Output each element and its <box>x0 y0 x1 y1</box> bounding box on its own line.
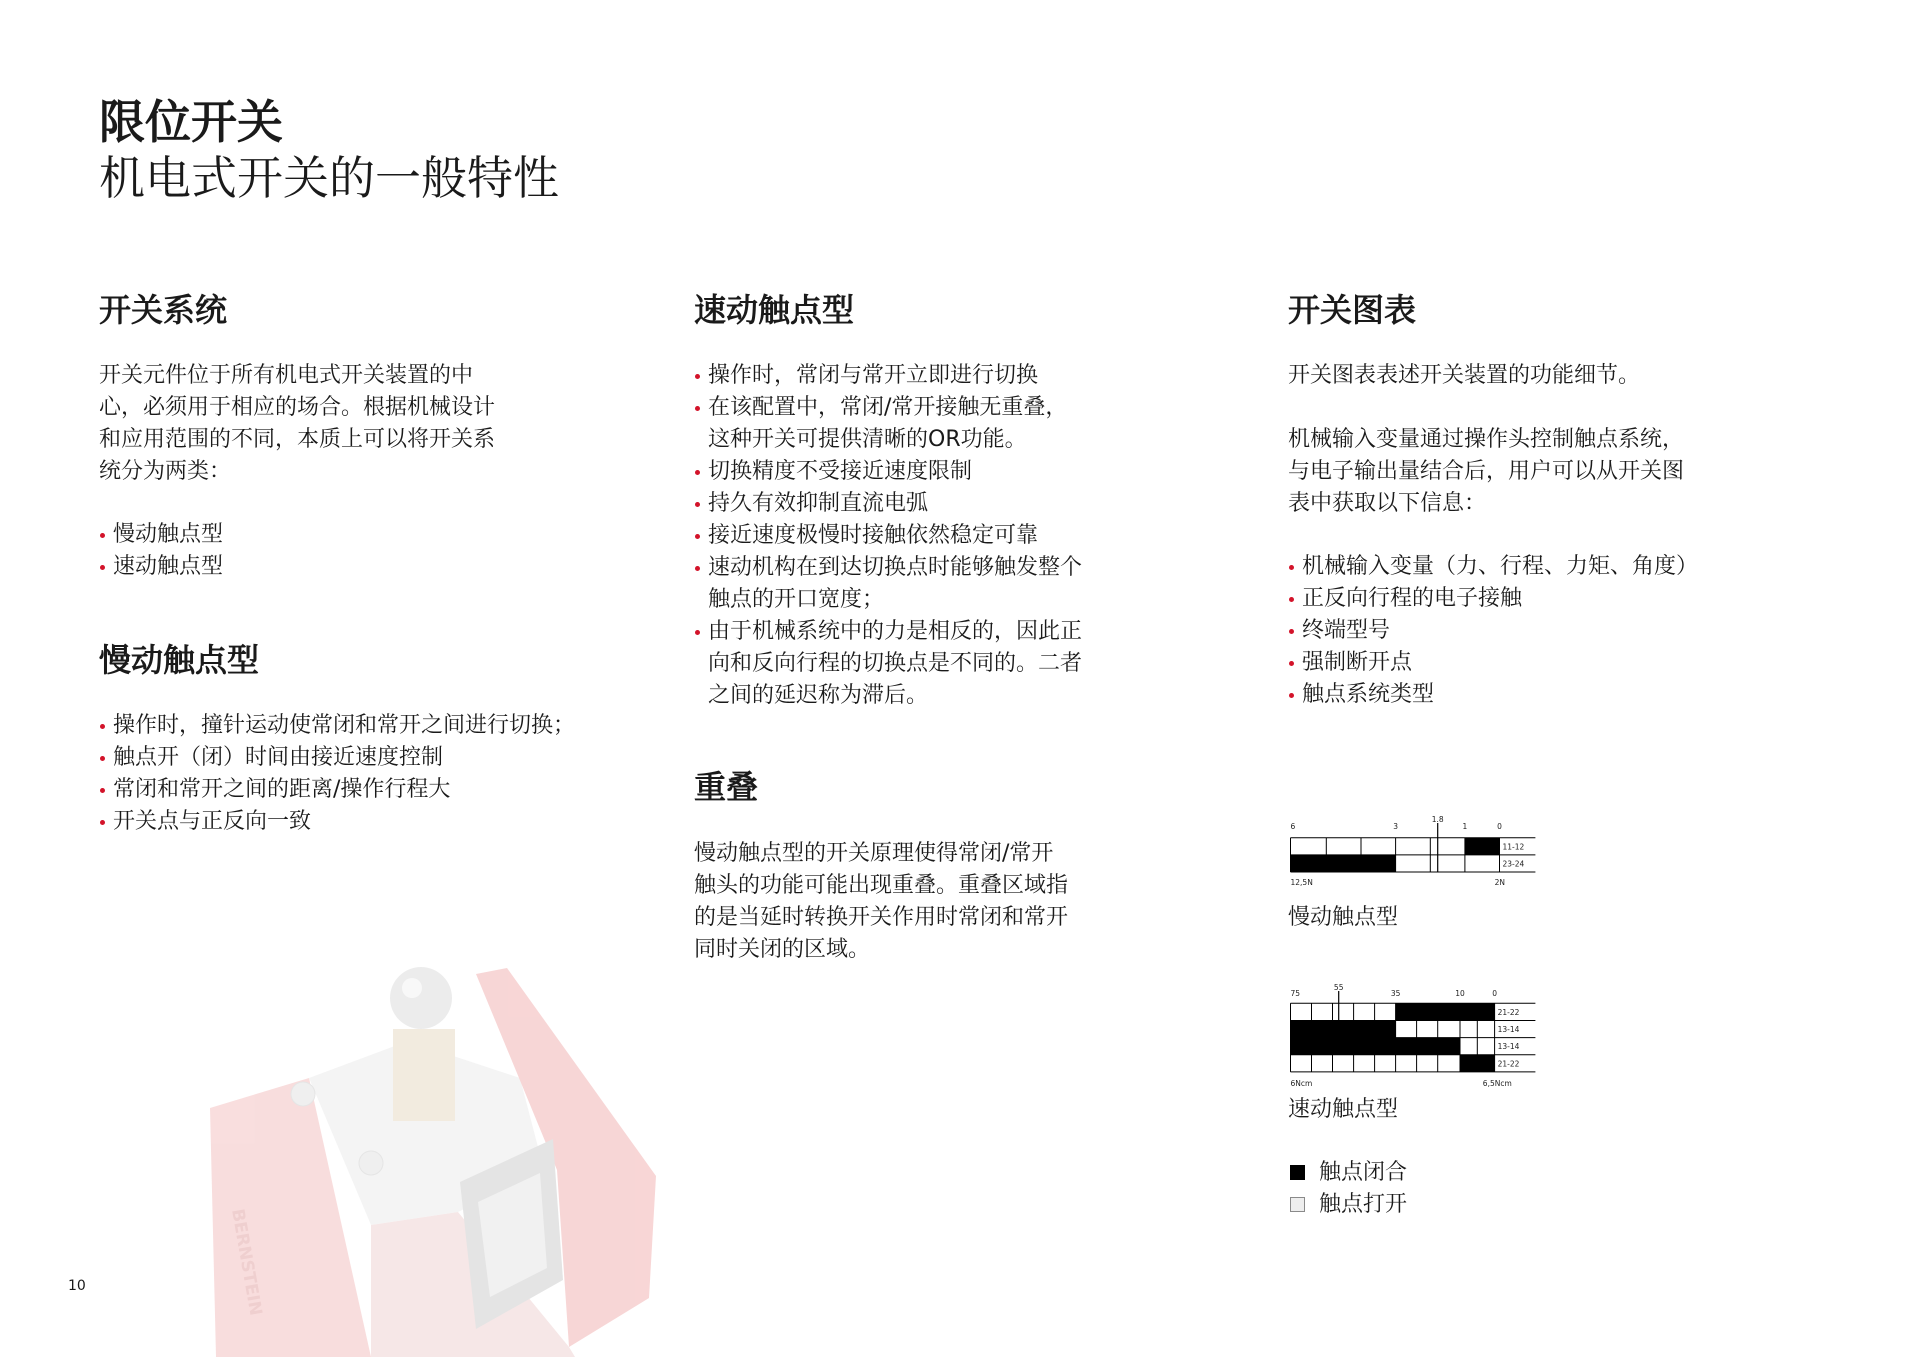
list-item-text: 正反向行程的电子接触 <box>1302 586 1523 611</box>
bullet-marker <box>695 566 700 571</box>
section-heading-switching-diagram: 开关图表 <box>1288 291 1417 329</box>
list-item <box>694 520 1082 552</box>
open-square-icon <box>1290 1197 1305 1212</box>
title-main: 限位开关 <box>99 95 283 149</box>
list-item-text: 开关点与正反向一致 <box>113 809 312 834</box>
bullet-marker <box>100 788 105 793</box>
list-item-text: 强制断开点 <box>1302 650 1413 675</box>
slow-action-list <box>99 710 575 838</box>
paragraph-line: 同时关闭的区域。 <box>694 937 871 962</box>
switching-diagram-paragraph <box>1288 424 1684 520</box>
list-item-text: 常闭和常开之间的距离/操作行程大 <box>113 777 451 802</box>
bullet-marker <box>695 534 700 539</box>
list-item-text: 速动机构在到达切换点时能够触发整个 <box>708 555 1083 580</box>
page-title <box>99 94 559 206</box>
paragraph-line: 表中获取以下信息： <box>1288 491 1487 516</box>
slow-action-switching-diagram <box>1288 812 1538 890</box>
bullet-marker <box>1289 597 1294 602</box>
list-item-text: 接近速度极慢时接触依然稳定可靠 <box>708 523 1039 548</box>
legend-label: 触点闭合 <box>1319 1160 1408 1185</box>
tick-label: 75 <box>1290 989 1301 998</box>
list-item-text: 操作时，撞针运动使常闭和常开之间进行切换； <box>113 713 576 738</box>
tick-label: 55 <box>1333 983 1344 992</box>
bullet-marker <box>695 374 700 379</box>
list-item <box>694 616 1082 712</box>
paragraph-line: 触头的功能可能出现重叠。重叠区域指 <box>694 873 1069 898</box>
legend-label: 触点打开 <box>1319 1192 1408 1217</box>
roller-plunger <box>390 967 452 1029</box>
bullet-marker <box>100 533 105 538</box>
paragraph-line: 心，必须用于相应的场合。根据机械设计 <box>99 395 496 420</box>
screw-icon <box>291 1082 315 1106</box>
roller-highlight <box>402 978 422 998</box>
list-item <box>99 742 575 774</box>
list-item <box>1288 615 1698 647</box>
section-heading-snap-action: 速动触点型 <box>694 291 855 329</box>
screw-icon <box>359 1151 383 1175</box>
list-item <box>694 360 1082 392</box>
list-item-text: 速动触点型 <box>113 554 224 579</box>
filled-square-icon <box>1290 1165 1305 1180</box>
switching-diagram-intro: 开关图表表述开关装置的功能细节。 <box>1288 363 1641 388</box>
list-item-text: 触点的开口宽度； <box>708 587 885 612</box>
overlap-paragraph <box>694 838 1068 966</box>
bullet-marker <box>100 565 105 570</box>
paragraph-line: 统分为两类： <box>99 459 232 484</box>
terminal-label: 13-14 <box>1497 1025 1520 1035</box>
list-item <box>1288 551 1698 583</box>
list-item <box>694 552 1082 616</box>
contact-closed-segment <box>1396 1003 1495 1020</box>
snap-action-list <box>694 360 1082 712</box>
tick-label: 35 <box>1390 989 1401 998</box>
list-item <box>99 710 575 742</box>
list-item-text: 机械输入变量（力、行程、力矩、角度） <box>1302 554 1699 579</box>
bullet-marker <box>100 820 105 825</box>
tick-label: 0 <box>1497 822 1502 831</box>
bullet-marker <box>695 502 700 507</box>
bullet-marker <box>1289 565 1294 570</box>
section-heading-overlap: 重叠 <box>694 768 759 806</box>
list-item <box>99 806 575 838</box>
bullet-marker <box>695 470 700 475</box>
terminal-label: 21-22 <box>1497 1007 1520 1017</box>
list-item-text: 在该配置中，常闭/常开接触无重叠， <box>708 395 1068 420</box>
product-photo <box>0 940 700 1357</box>
force-label-start: 6Ncm <box>1290 1079 1313 1088</box>
contact-closed-segment <box>1465 838 1500 855</box>
paragraph-line: 的是当延时转换开关作用时常闭和常开 <box>694 905 1069 930</box>
paragraph-line: 和应用范围的不同，本质上可以将开关系 <box>99 427 496 452</box>
list-item-text: 慢动触点型 <box>113 522 224 547</box>
plunger-stem <box>393 1029 455 1121</box>
list-item <box>1288 647 1698 679</box>
paragraph-line: 与电子输出量结合后，用户可以从开关图 <box>1288 459 1685 484</box>
list-item-text: 之间的延迟称为滞后。 <box>708 683 929 708</box>
switching-system-paragraph <box>99 360 495 488</box>
list-item-text: 触点开（闭）时间由接近速度控制 <box>113 745 444 770</box>
contact-closed-segment <box>1291 1038 1461 1055</box>
section-heading-slow-action: 慢动触点型 <box>99 641 260 679</box>
force-label-start: 12,5N <box>1290 878 1313 887</box>
bullet-marker <box>1289 629 1294 634</box>
bullet-marker <box>1289 661 1294 666</box>
title-subtitle: 机电式开关的一般特性 <box>99 151 559 205</box>
paragraph-line: 机械输入变量通过操作头控制触点系统， <box>1288 427 1685 452</box>
list-item <box>694 488 1082 520</box>
bullet-marker <box>695 630 700 635</box>
bullet-marker <box>100 724 105 729</box>
list-item-text: 由于机械系统中的力是相反的，因此正 <box>708 619 1083 644</box>
list-item-text: 终端型号 <box>1302 618 1391 643</box>
tick-label: 10 <box>1455 989 1465 998</box>
switching-system-list <box>99 519 223 583</box>
list-item-text: 持久有效抑制直流电弧 <box>708 491 929 516</box>
switching-diagram-list <box>1288 551 1698 711</box>
bullet-marker <box>1289 693 1294 698</box>
list-item <box>99 519 223 551</box>
list-item <box>694 456 1082 488</box>
slow-action-diagram-caption: 慢动触点型 <box>1288 905 1399 930</box>
legend-item-contact-closed <box>1290 1157 1550 1189</box>
paragraph-line: 慢动触点型的开关原理使得常闭/常开 <box>694 841 1054 866</box>
list-item <box>1288 583 1698 615</box>
force-label-end: 6,5Ncm <box>1482 1079 1512 1088</box>
terminal-label: 13-14 <box>1497 1042 1520 1052</box>
terminal-label: 21-22 <box>1497 1059 1520 1069</box>
snap-action-diagram-caption: 速动触点型 <box>1288 1097 1399 1122</box>
list-item <box>99 551 223 583</box>
list-item-text: 这种开关可提供清晰的OR功能。 <box>708 427 1027 452</box>
list-item <box>99 774 575 806</box>
list-item-text: 触点系统类型 <box>1302 682 1435 707</box>
tick-label: 1 <box>1462 822 1468 831</box>
photo-brand-lettering: BERNSTEIN <box>227 1207 266 1318</box>
list-item <box>1288 679 1698 711</box>
paragraph-line: 开关元件位于所有机电式开关装置的中 <box>99 363 474 388</box>
list-item-text: 操作时，常闭与常开立即进行切换 <box>708 363 1039 388</box>
terminal-label: 11-12 <box>1502 842 1525 852</box>
contact-closed-segment <box>1291 1020 1396 1037</box>
section-heading-switching-system: 开关系统 <box>99 291 228 329</box>
tick-label: 3 <box>1393 822 1398 831</box>
page-number: 10 <box>68 1278 86 1294</box>
bullet-marker <box>100 756 105 761</box>
contact-closed-segment <box>1291 855 1396 872</box>
tick-label: 6 <box>1290 822 1296 831</box>
list-item-text: 切换精度不受接近速度限制 <box>708 459 973 484</box>
snap-action-switching-diagram <box>1288 980 1538 1090</box>
tick-label: 1.8 <box>1431 815 1444 824</box>
bullet-marker <box>695 406 700 411</box>
legend-item-contact-open <box>1290 1189 1550 1221</box>
force-label-end: 2N <box>1494 878 1505 887</box>
list-item-text: 向和反向行程的切换点是不同的。二者 <box>708 651 1083 676</box>
list-item <box>694 392 1082 456</box>
tick-label: 0 <box>1492 989 1497 998</box>
terminal-label: 23-24 <box>1502 859 1525 869</box>
